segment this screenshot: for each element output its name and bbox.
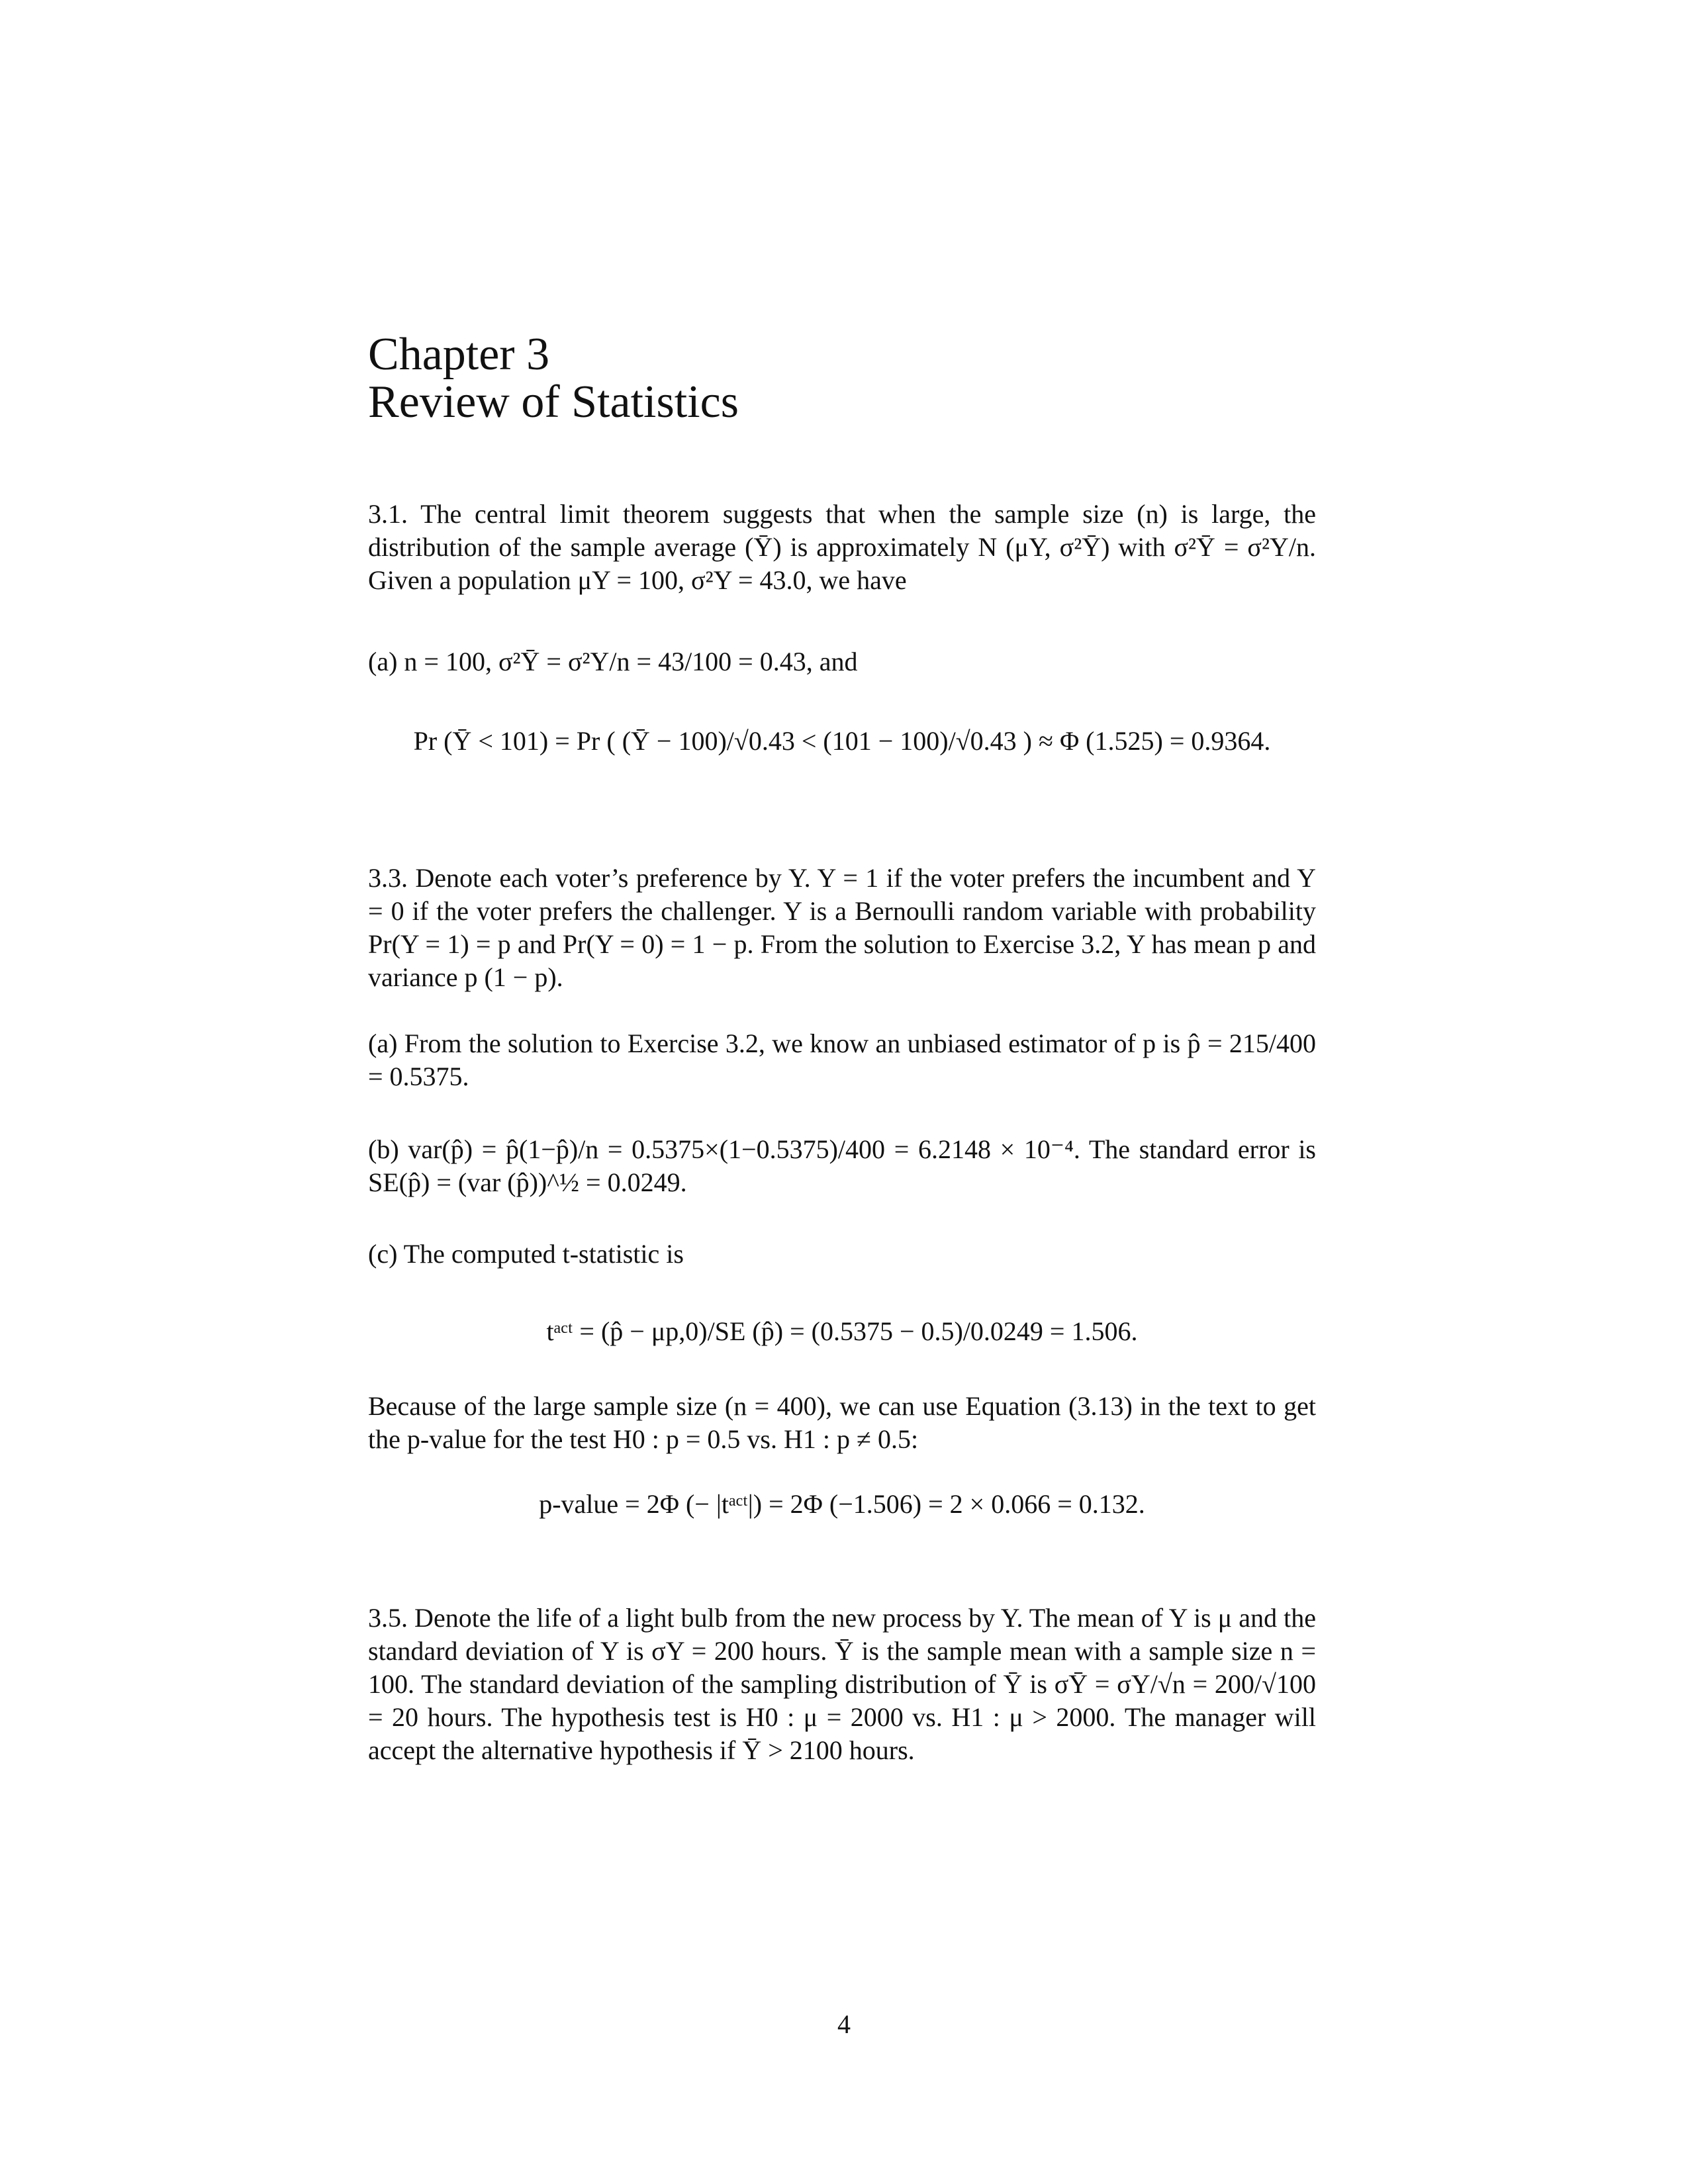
chapter-title: Review of Statistics bbox=[368, 377, 739, 428]
exercise-3-3-paragraph: Because of the large sample size (n = 400), we can use Equation (3.13) in the text to get the p-value for the test H0 : p = 0.5 vs. H1 : p ≠ 0.5: bbox=[368, 1391, 1316, 1454]
exercise-3-5-text: 3.5. Denote the life of a light bulb from the new process by Y. The mean of Y is μ and the standard deviation of Y is σY = 200 hours. Ȳ is the sample mean with a sample size n = 100. The standard deviation of the sampling distribution of Ȳ is σȲ = σY/√n = 200/√100 = 20 hours. The hypothesis test is H0 : μ = 2000 vs. H1 : μ > 2000. The manager will accept the alternative hypothesis if Ȳ > 2100 hours. bbox=[368, 1603, 1317, 1765]
exercise-3-1-intro: 3.1. The central limit theorem suggests that when the sample size (n) is large, the distribution of the sample average (Ȳ) is approximately N (μY, σ²Ȳ) with σ²Ȳ = σ²Y/n. Given a population μY = 100, σ²Y = 43.0, we have bbox=[368, 499, 1316, 595]
chapter-heading bbox=[368, 331, 739, 426]
page-number: 4 bbox=[837, 2009, 851, 2039]
exercise-3-3-part-b: (b) var(p̂) = p̂(1−p̂)/n = 0.5375×(1−0.5375)/400 = 6.2148 × 10⁻⁴. The standard error is SE(p̂) = (var (p̂))^½ = 0.0249. bbox=[368, 1134, 1316, 1197]
chapter-number: Chapter 3 bbox=[368, 329, 550, 380]
exercise-3-1-equation: Pr (Ȳ < 101) = Pr ( (Ȳ − 100)/√0.43 < (101 − 100)/√0.43 ) ≈ Φ (1.525) = 0.9364. bbox=[413, 726, 1271, 756]
exercise-3-1-part-a: (a) n = 100, σ²Ȳ = σ²Y/n = 43/100 = 0.43, and bbox=[368, 647, 858, 676]
exercise-3-3-intro: 3.3. Denote each voter’s preference by Y. Y = 1 if the voter prefers the incumbent and Y = 0 if the voter prefers the challenger. Y is a Bernoulli random variable with probability Pr(Y = 1) = p and Pr(Y = 0) = 1 − p. From the solution to Exercise 3.2, Y has mean p and variance p (1 − p). bbox=[368, 863, 1316, 992]
exercise-3-3-part-a: (a) From the solution to Exercise 3.2, we know an unbiased estimator of p is p̂ = 215/400 = 0.5375. bbox=[368, 1028, 1316, 1091]
p-value-equation: p-value = 2Φ (− |tᵃᶜᵗ|) = 2Φ (−1.506) = 2 × 0.066 = 0.132. bbox=[539, 1489, 1145, 1519]
exercise-3-3-part-c: (c) The computed t-statistic is bbox=[368, 1239, 684, 1269]
t-statistic-equation: tᵃᶜᵗ = (p̂ − μp,0)/SE (p̂) = (0.5375 − 0.5)/0.0249 = 1.506. bbox=[546, 1316, 1138, 1346]
